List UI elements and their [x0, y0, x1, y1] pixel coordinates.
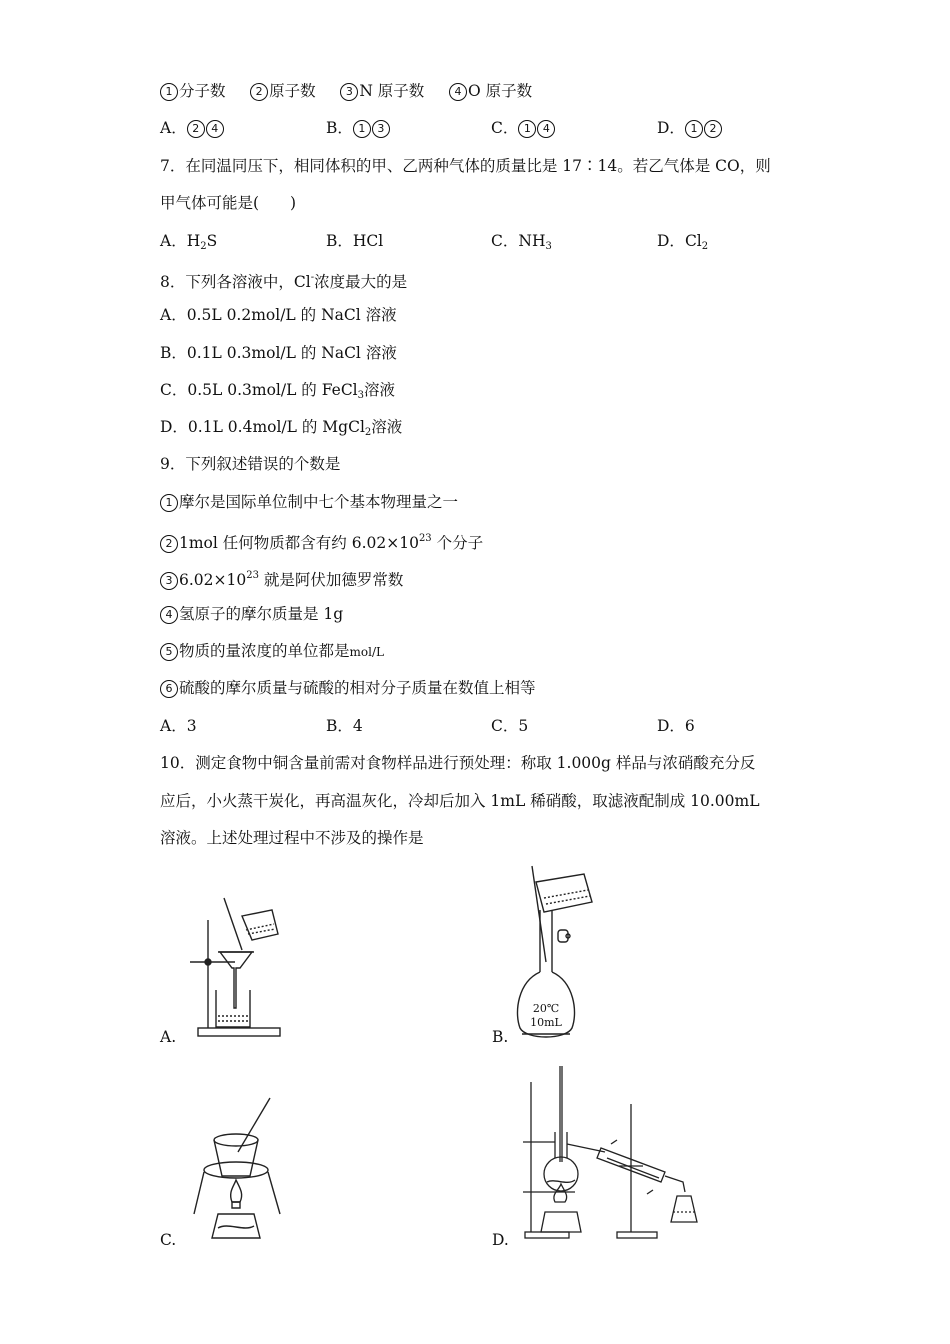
q9-statement-6: 6 硫酸的摩尔质量与硫酸的相对分子质量在数值上相等 — [160, 678, 536, 698]
q6-item: O 原子数 — [467, 82, 533, 100]
q7-option-c: C．$NH_3$ — [491, 232, 552, 252]
q9-statement-4: 4 氢原子的摩尔质量是 1g — [160, 604, 343, 624]
figure-a-filtration — [180, 890, 290, 1040]
q7-stem-line2: 甲气体可能是( ) — [160, 194, 297, 212]
q9-statement-2: 2 1mol 任何物质都含有约 $6.02\times 10^{23}$ 个分子 — [160, 529, 483, 553]
q8-stem: 8．下列各溶液中，Cl-浓度最大的是 — [160, 272, 408, 291]
q9-statement-1: 1 摩尔是国际单位制中七个基本物理量之一 — [160, 492, 458, 512]
flask-temperature-label: 20℃ — [532, 1002, 560, 1015]
flask-volume-label: 10mL — [530, 1016, 562, 1029]
figure-d-label: D. — [492, 1231, 509, 1249]
q9-option-b: B．4 — [326, 717, 363, 735]
figure-b-volumetric-flask — [510, 862, 600, 1047]
figure-a-label: A. — [160, 1028, 177, 1046]
q8-option-d: D．0.1L 0.4mol/L 的 MgCl$_2$溶液 — [160, 418, 403, 438]
figure-d-distillation — [515, 1062, 705, 1242]
figure-c-label: C. — [160, 1231, 177, 1249]
q9-statement-3: 3 $6.02\times 10^{23}$ 就是阿伏加德罗常数 — [160, 566, 403, 590]
q9-option-d: D．6 — [657, 717, 695, 735]
q8-option-a: A．0.5L 0.2mol/L 的 NaCl 溶液 — [160, 306, 397, 324]
figure-b-label: B. — [492, 1028, 509, 1046]
q7-stem-line1: 7．在同温同压下，相同体积的甲、乙两种气体的质量比是 17∶14。若乙气体是 CO，则 — [160, 157, 771, 175]
q9-option-c: C．5 — [491, 717, 529, 735]
q9-stem: 9．下列叙述错误的个数是 — [160, 455, 341, 473]
q6-option-d: D． 1 2 — [657, 118, 723, 138]
circled-number: 1 — [160, 83, 178, 101]
q6-option-a: A． 2 4 — [160, 118, 225, 138]
q6-item: N 原子数 — [359, 82, 425, 100]
q9-statement-5: 5 物质的量浓度的单位都是mol/L — [160, 641, 384, 662]
q10-stem-line3: 溶液。上述处理过程中不涉及的操作是 — [160, 829, 424, 847]
q10-stem-line2: 应后，小火蒸干炭化，再高温灰化，冷却后加入 1mL 稀硝酸，取滤液配制成 10.00mL — [160, 792, 760, 810]
q9-option-a: A．3 — [160, 717, 197, 735]
circled-number: 3 — [340, 83, 358, 101]
q7-option-b: B．HCl — [326, 232, 384, 250]
q8-option-b: B．0.1L 0.3mol/L 的 NaCl 溶液 — [160, 344, 397, 362]
circled-number: 4 — [449, 83, 467, 101]
figure-c-crucible-heating — [188, 1092, 288, 1247]
q6-option-c: C． 1 4 — [491, 118, 556, 138]
circled-number: 2 — [250, 83, 268, 101]
q6-items — [160, 81, 532, 101]
q7-option-a: A．$H_2S$ — [160, 232, 218, 252]
q6-option-b: B． 1 3 — [326, 118, 391, 138]
q6-item: 原子数 — [269, 82, 316, 100]
q10-stem-line1: 10．测定食物中铜含量前需对食物样品进行预处理：称取 1.000g 样品与浓硝酸充分反 — [160, 754, 756, 772]
q6-item: 分子数 — [179, 82, 226, 100]
q8-option-c: C．0.5L 0.3mol/L 的 FeCl$_3$溶液 — [160, 381, 396, 401]
q7-option-d: D．$Cl_2$ — [657, 232, 709, 252]
